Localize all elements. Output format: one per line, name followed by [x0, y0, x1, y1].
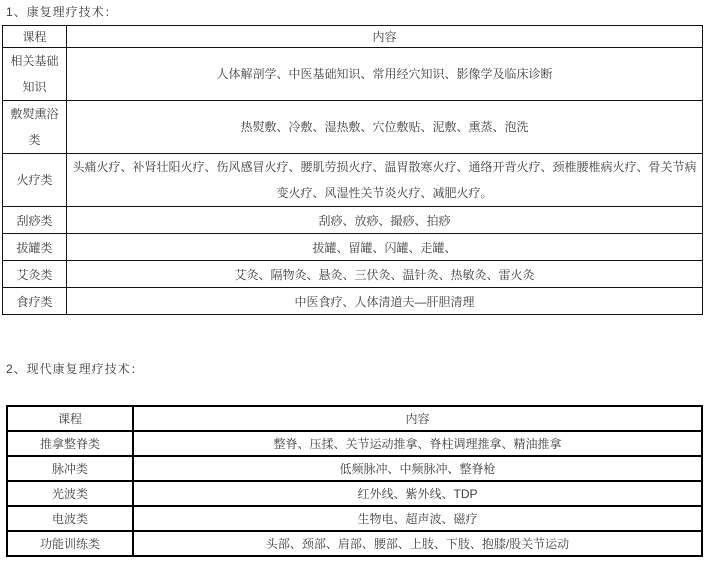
header-row: [7, 406, 702, 431]
rehab-therapy-table: [2, 25, 703, 315]
content-cell: 拔罐、留罐、闪罐、走罐、: [67, 234, 703, 261]
table-row: [7, 456, 702, 481]
content-cell: 人体解剖学、中医基础知识、常用经穴知识、影像学及临床诊断: [67, 48, 703, 101]
course-cell: 拔罐类: [3, 234, 67, 261]
section-2-title: 2、现代康复理疗技术：: [6, 362, 144, 376]
content-cell: 头痛火疗、补肾壮阳火疗、伤风感冒火疗、腰肌劳损火疗、温胃散寒火疗、通络开背火疗、颈椎腰椎病火疗、骨关节病变火疗、风湿性关节炎火疗、减肥火疗。: [67, 154, 703, 207]
course-cell: 电波类: [7, 506, 133, 531]
content-cell: 刮痧、放痧、撮痧、拍痧: [67, 207, 703, 234]
table-row: [7, 531, 702, 556]
content-cell: 中医食疗、人体清道夫—肝胆清理: [67, 288, 703, 315]
column-header-course: 课程: [7, 406, 133, 431]
table-header: [7, 406, 702, 431]
table-row: [3, 154, 703, 207]
course-cell: 相关基础知识: [3, 48, 67, 101]
column-header-content: 内容: [133, 406, 702, 431]
table-row: [3, 207, 703, 234]
content-cell: 低频脉冲、中频脉冲、整脊枪: [133, 456, 702, 481]
course-cell: 敷熨熏浴类: [3, 101, 67, 154]
content-cell: 生物电、超声波、磁疗: [133, 506, 702, 531]
table-header: [3, 26, 703, 48]
course-cell: 食疗类: [3, 288, 67, 315]
content-cell: 热熨敷、冷敷、湿热敷、穴位敷贴、泥敷、熏蒸、泡洗: [67, 101, 703, 154]
content-cell: 头部、颈部、肩部、腰部、上肢、下肢、抱膝/股关节运动: [133, 531, 702, 556]
table-row: [3, 288, 703, 315]
table-row: [3, 261, 703, 288]
column-header-content: 内容: [67, 26, 703, 48]
table-row: [7, 431, 702, 456]
course-cell: 火疗类: [3, 154, 67, 207]
document-page: [0, 5, 707, 557]
course-cell: 推拿整脊类: [7, 431, 133, 456]
modern-rehab-therapy-table: [6, 405, 703, 557]
course-cell: 功能训练类: [7, 531, 133, 556]
course-cell: 刮痧类: [3, 207, 67, 234]
header-row: [3, 26, 703, 48]
table-row: [3, 48, 703, 101]
section-1-title: 1、康复理疗技术：: [6, 5, 118, 19]
table-row: [3, 234, 703, 261]
content-cell: 红外线、紫外线、TDP: [133, 481, 702, 506]
course-cell: 艾灸类: [3, 261, 67, 288]
table-row: [7, 481, 702, 506]
table-row: [3, 101, 703, 154]
course-cell: 光波类: [7, 481, 133, 506]
table-row: [7, 506, 702, 531]
content-cell: 艾灸、隔物灸、悬灸、三伏灸、温针灸、热敏灸、雷火灸: [67, 261, 703, 288]
content-cell: 整脊、压揉、关节运动推拿、脊柱调理推拿、精油推拿: [133, 431, 702, 456]
column-header-course: 课程: [3, 26, 67, 48]
course-cell: 脉冲类: [7, 456, 133, 481]
